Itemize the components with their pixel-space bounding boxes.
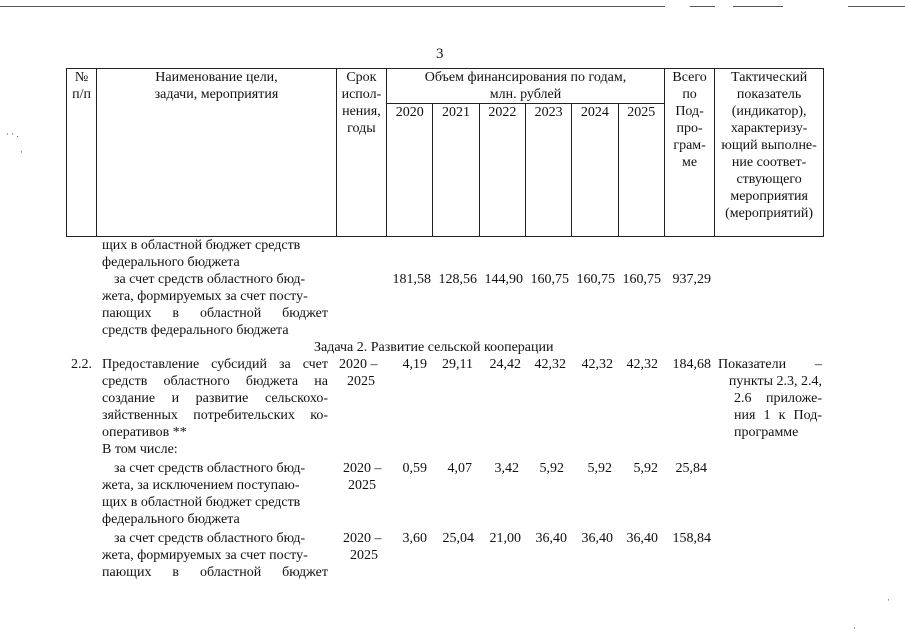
row-22-text: средств областного бюджета на (102, 374, 328, 389)
header-name: Наименование цели, задачи, мероприятия (97, 69, 337, 237)
scan-speck: · (20, 147, 23, 157)
row-b-text: федерального бюджета (102, 512, 240, 527)
fragment-line: федерального бюджета (102, 255, 240, 270)
row-22-total: 184,68 (672, 357, 711, 372)
scan-top-line-right-3 (848, 6, 905, 7)
row-a-total: 937,29 (672, 272, 711, 287)
header-year: 2025 (618, 104, 664, 237)
header-year: 2020 (387, 104, 433, 237)
row-22-indicator: пункты 2.3, 2.4, (728, 374, 822, 389)
row-b-value-2021: 4,07 (447, 461, 472, 476)
row-22-indicator: 2.6 приложе- (734, 391, 822, 406)
scan-top-line-right (690, 6, 715, 7)
row-b-value-2023: 5,92 (539, 461, 564, 476)
header-funding: Объем финансирования по годам, млн. рублей (387, 69, 665, 104)
row-c-total: 158,84 (672, 531, 711, 546)
row-22-value-2020: 4,19 (402, 357, 427, 372)
row-b-text: жета, за исключением поступаю- (102, 478, 300, 493)
row-22-value-2025: 42,32 (626, 357, 658, 372)
including-label: В том числе: (102, 442, 178, 457)
row-c-value-2021: 25,04 (442, 531, 474, 546)
row-b-value-2024: 5,92 (587, 461, 612, 476)
row-c-text: жета, формируемых за счет посту- (102, 548, 308, 563)
task-title: Задача 2. Развитие сельской кооперации (314, 340, 554, 355)
fragment-line: щих в областной бюджет средств (102, 238, 301, 253)
row-22-indicator: ния 1 к Под- (734, 408, 822, 423)
row-b-value-2025: 5,92 (633, 461, 658, 476)
row-22-value-2021: 29,11 (442, 357, 473, 372)
row-22-indicator: Показатели – (718, 357, 822, 372)
row-22-text: оперативов ** (102, 425, 187, 440)
header-total: Всего по Под- про- грам- ме (664, 69, 714, 237)
row-22-term: 2025 (347, 374, 375, 389)
row-a-text: средств федерального бюджета (102, 323, 289, 338)
row-b-term: 2025 (348, 478, 376, 493)
row-b-text: щих в областной бюджет средств (102, 495, 301, 510)
row-b-value-2022: 3,42 (494, 461, 519, 476)
header-term: Срок испол- нения, годы (336, 69, 386, 237)
row-a-value-2020: 181,58 (392, 272, 431, 287)
row-22-text: создание и развитие сельскохо- (102, 391, 328, 406)
row-a-value-2024: 160,75 (576, 272, 615, 287)
row-22-text: зяйственных потребительских ко- (102, 408, 328, 423)
header-year: 2021 (433, 104, 479, 237)
header-year: 2023 (525, 104, 571, 237)
row-22-value-2022: 24,42 (489, 357, 521, 372)
row-a-text: пающих в областной бюджет (102, 306, 328, 321)
row-c-value-2022: 21,00 (489, 531, 521, 546)
row-c-text: за счет средств областного бюд- (114, 531, 306, 546)
row-c-value-2020: 3,60 (402, 531, 427, 546)
row-c-text: пающих в областной бюджет (102, 565, 328, 580)
scan-speck: · (887, 595, 890, 605)
header-indicator: Тактический показатель (индикатор), характеризу- ющий выполне- ние соответ- ствующего мероприятия (мероприятий) (715, 69, 824, 237)
row-a-text: за счет средств областного бюд- (114, 272, 306, 287)
row-22-indicator: программе (734, 425, 799, 440)
row-c-value-2025: 36,40 (626, 531, 658, 546)
header-year: 2022 (479, 104, 525, 237)
row-22-number: 2.2. (71, 357, 92, 372)
scan-top-line (0, 6, 665, 7)
header-number: № п/п (67, 69, 97, 237)
row-22-text: Предоставление субсидий за счет (102, 357, 328, 372)
row-a-value-2021: 128,56 (438, 272, 477, 287)
row-22-term: 2020 – (339, 357, 378, 372)
page-number: 3 (436, 46, 444, 62)
row-b-value-2020: 0,59 (402, 461, 427, 476)
row-b-text: за счет средств областного бюд- (114, 461, 306, 476)
table-header (66, 68, 824, 237)
header-year: 2024 (572, 104, 618, 237)
row-c-term: 2020 – (343, 531, 382, 546)
row-a-value-2023: 160,75 (530, 272, 569, 287)
row-a-value-2022: 144,90 (484, 272, 523, 287)
row-a-value-2025: 160,75 (622, 272, 661, 287)
scan-speck: · (853, 623, 856, 633)
row-b-term: 2020 – (343, 461, 382, 476)
row-b-total: 25,84 (675, 461, 707, 476)
scan-top-line-right-2 (733, 6, 783, 7)
row-22-value-2024: 42,32 (581, 357, 613, 372)
scan-speck: · · . (6, 129, 19, 139)
row-c-value-2023: 36,40 (535, 531, 567, 546)
row-22-value-2023: 42,32 (534, 357, 566, 372)
row-a-text: жета, формируемых за счет посту- (102, 289, 308, 304)
row-c-value-2024: 36,40 (581, 531, 613, 546)
row-c-term: 2025 (350, 548, 378, 563)
